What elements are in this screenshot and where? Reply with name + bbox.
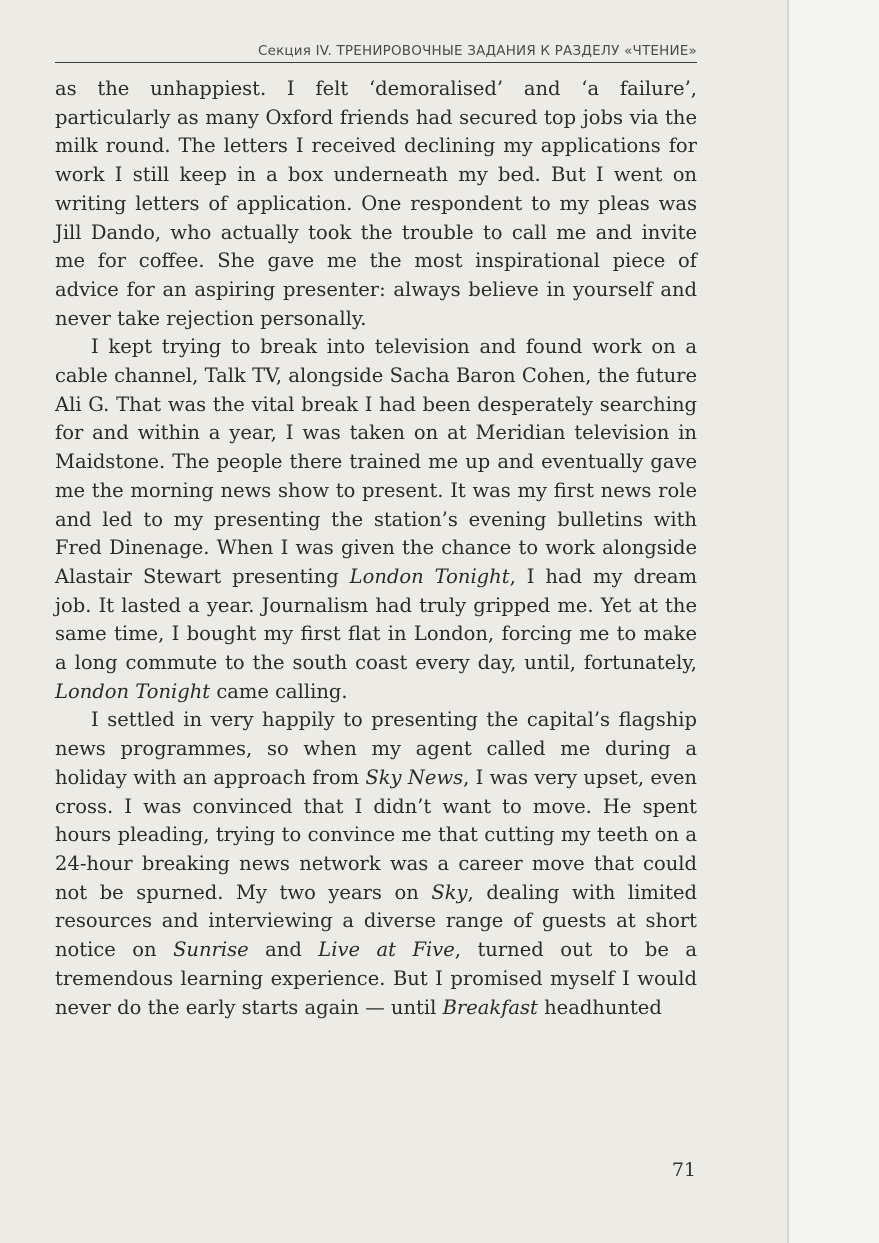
text-run: , dealing with limited resources and interviewing a diverse range of guests at short notice on	[55, 880, 697, 962]
scan-margin	[789, 0, 879, 1243]
body-text	[55, 75, 697, 1022]
italic-title: Sky News	[365, 765, 464, 789]
italic-title: Sunrise	[173, 938, 249, 962]
text-run: and	[248, 938, 319, 962]
text-run: , turned out to be a tremendous learning experience. But I promised myself I would never do the early starts again — until	[55, 938, 697, 1019]
text-run: as the unhappiest. I felt ‘demoralised’ and ‘a failure’, particularly as many Oxford friends had secured top jobs via the milk round. The letters I received declining my applications for work I still keep in a box underneath my bed. But I went on writing letters of application. One respondent to my pleas was Jill Dando, who actually took the trouble to call me and invite me for coffee. She gave me the most inspirational piece of advice for an aspiring presenter: always believe in yourself and never take rejection personally.	[55, 77, 697, 330]
text-run: I settled in very happily to presenting the capital’s flagship news programmes, so when my agent called me during a holiday with an approach from	[55, 708, 697, 789]
italic-title: Live at Five	[318, 938, 455, 962]
paragraph	[55, 75, 697, 333]
paragraph	[55, 706, 697, 1022]
text-run: , I was very upset, even cross. I was convinced that I didn’t want to move. He spent hours pleading, trying to convince me that cutting my teeth on a 24-hour breaking news network was a career move that could not be spurned. My two years on	[55, 765, 697, 904]
text-run: , I had my dream job. It lasted a year. Journalism had truly gripped me. Yet at the same time, I bought my first flat in London, forcing me to make a long commute to the south coast every day, until, fortunately,	[55, 564, 697, 675]
page-number: 71	[671, 1159, 696, 1181]
text-run: headhunted	[537, 995, 662, 1019]
text-run: I kept trying to break into television and found work on a cable channel, Talk TV, alongside Sacha Baron Cohen, the future Ali G. That was the vital break I had been desperately searching for and within a year, I was taken on at Meridian television in Maidstone. The people there trained me up and eventually gave me the morning news show to present. It was my first news role and led to my presenting the station’s evening bulletins with Fred Dinenage. When I was given the chance to work alongside Alastair Stewart presenting	[55, 335, 697, 588]
italic-title: London Tonight	[55, 679, 211, 703]
book-page	[55, 40, 697, 1022]
italic-title: Sky	[431, 880, 468, 904]
paragraph	[55, 333, 697, 706]
italic-title: Breakfast	[442, 995, 538, 1019]
running-head: Секция IV. ТРЕНИРОВОЧНЫЕ ЗАДАНИЯ К РАЗДЕЛУ «ЧТЕНИЕ»	[55, 40, 697, 63]
italic-title: London Tonight	[349, 564, 510, 588]
text-run: came calling.	[210, 679, 348, 703]
